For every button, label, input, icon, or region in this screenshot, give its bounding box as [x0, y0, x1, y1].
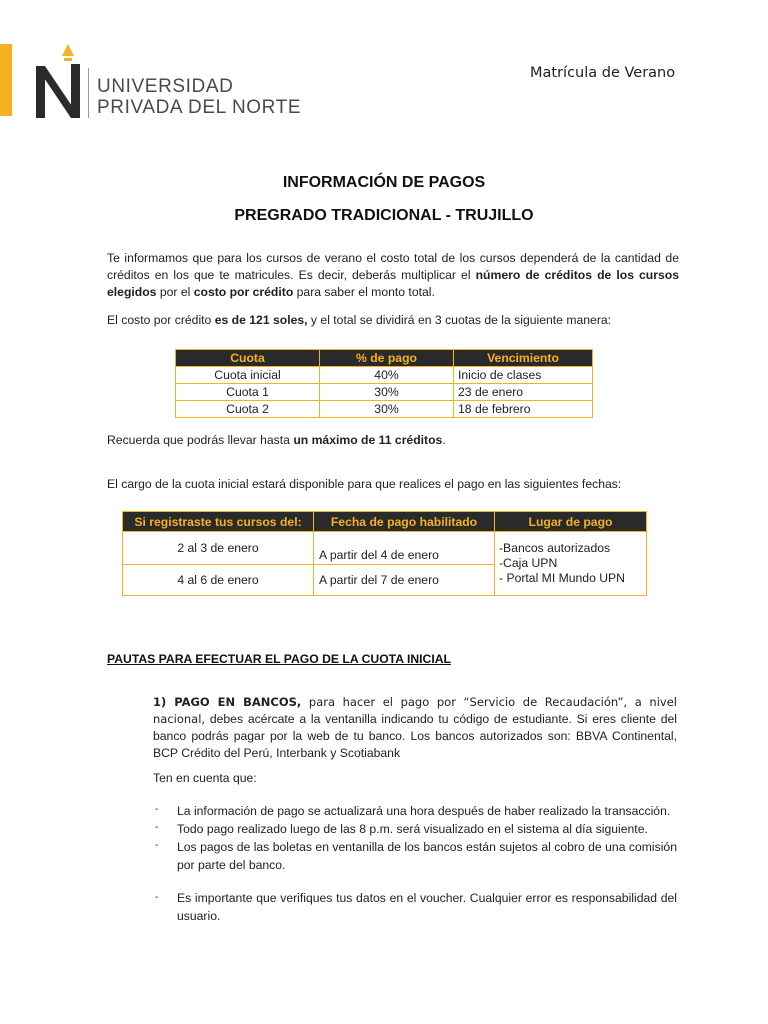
table-cell: 18 de febrero	[454, 401, 593, 418]
table-cell: Cuota inicial	[176, 367, 320, 384]
table-cell: 2 al 3 de enero	[123, 532, 314, 565]
table-cell: A partir del 7 de enero	[314, 565, 495, 596]
table-row	[176, 367, 593, 384]
bank-payment-paragraph	[153, 694, 677, 762]
table-row	[176, 401, 593, 418]
max-credits-bold: un máximo de 11 créditos	[293, 433, 443, 447]
table-header-row	[123, 512, 647, 532]
cost-bold: es de 121 soles,	[214, 313, 308, 327]
bullet-mark: -	[155, 804, 159, 815]
table-header-cell: Si registraste tus cursos del:	[123, 512, 314, 532]
cost-paragraph	[107, 312, 679, 329]
table-cell: 4 al 6 de enero	[123, 565, 314, 596]
bank-payment-text-2: debes acércate a la ventanilla indicando tu código de estudiante. Si eres cliente del banco podrás pagar por la web de tu banco. Los bancos autorizados son: BBVA Continental, BCP Crédito del Perú, Interbank y Scotiabank	[153, 712, 677, 760]
bullet-item: Es importante que verifiques tus datos en el voucher. Cualquier error es responsabilidad del usuario.	[177, 891, 677, 923]
max-credits-note	[107, 432, 679, 449]
table-cell: 30%	[320, 401, 454, 418]
table-row	[123, 532, 647, 565]
table-cell: Cuota 1	[176, 384, 320, 401]
payment-dates-table	[122, 511, 647, 596]
note-intro: Ten en cuenta que:	[153, 771, 257, 785]
table-header-cell: Lugar de pago	[495, 512, 647, 532]
logo-divider	[88, 68, 89, 118]
payment-place: -Caja UPN	[499, 556, 558, 570]
table-cell: A partir del 4 de enero	[314, 532, 495, 565]
page-title: INFORMACIÓN DE PAGOS	[282, 174, 486, 191]
cargo-paragraph: El cargo de la cuota inicial estará disponible para que realices el pago en las siguientes fechas:	[107, 477, 622, 491]
intro-text-1: Te informamos que para los cursos de verano el costo total de los cursos dependerá de la cantidad de créditos en los que te matricules. Es decir, deberás multiplicar el	[107, 251, 679, 282]
payment-place: -Bancos autorizados	[499, 541, 611, 555]
intro-text-2: por el	[156, 285, 194, 299]
table-header-cell: Fecha de pago habilitado	[314, 512, 495, 532]
table-cell: Inicio de clases	[454, 367, 593, 384]
intro-paragraph	[107, 250, 679, 301]
section-heading: PAUTAS PARA EFECTUAR EL PAGO DE LA CUOTA INICIAL	[107, 652, 451, 666]
intro-bold-1: número de créditos de los cursos elegidos	[107, 268, 679, 299]
bullet-mark: -	[155, 892, 159, 903]
table-header-cell: % de pago	[320, 350, 454, 367]
cost-text-2: y el total se dividirá en 3 cuotas de la siguiente manera:	[307, 313, 612, 327]
table-header-cell: Vencimiento	[454, 350, 593, 367]
bullet-mark: -	[155, 822, 159, 833]
bullet-item: La información de pago se actualizará una hora después de haber realizado la transacción.	[177, 804, 671, 818]
cost-text-1: El costo por crédito	[107, 313, 215, 327]
intro-bold-2: costo por crédito	[193, 285, 294, 299]
table-row	[176, 384, 593, 401]
page-subtitle: PREGRADO TRADICIONAL - TRUJILLO	[234, 207, 534, 224]
max-credits-text-2: .	[442, 433, 446, 447]
bank-payment-text-1: para hacer el pago por “Servicio de Recaudación”, a nivel nacional,	[153, 695, 677, 726]
bullet-item: Los pagos de las boletas en ventanilla de los bancos están sujetos al cobro de una comisión por parte del banco.	[177, 840, 677, 872]
max-credits-text-1: Recuerda que podrás llevar hasta	[107, 433, 294, 447]
table-header-cell: Cuota	[176, 350, 320, 367]
table-cell: 23 de enero	[454, 384, 593, 401]
table-cell: 30%	[320, 384, 454, 401]
bullet-item: Todo pago realizado luego de las 8 p.m. será visualizado en el sistema al día siguiente.	[177, 822, 648, 836]
payment-places-cell	[495, 532, 647, 596]
payment-place: - Portal MI Mundo UPN	[499, 571, 625, 585]
document-label: Matrícula de Verano	[530, 65, 676, 81]
bank-payment-label: 1) PAGO EN BANCOS,	[153, 695, 302, 709]
table-cell: Cuota 2	[176, 401, 320, 418]
cuotas-table	[175, 349, 593, 418]
brand-accent-bar	[0, 44, 12, 116]
upn-logo	[34, 42, 96, 120]
university-name	[97, 76, 301, 118]
logo-line-1: UNIVERSIDAD	[97, 76, 234, 97]
logo-line-2: PRIVADA DEL NORTE	[97, 97, 302, 118]
table-cell: 40%	[320, 367, 454, 384]
intro-text-3: para saber el monto total.	[293, 285, 435, 299]
bullet-mark: -	[155, 840, 159, 851]
table-header-row	[176, 350, 593, 367]
